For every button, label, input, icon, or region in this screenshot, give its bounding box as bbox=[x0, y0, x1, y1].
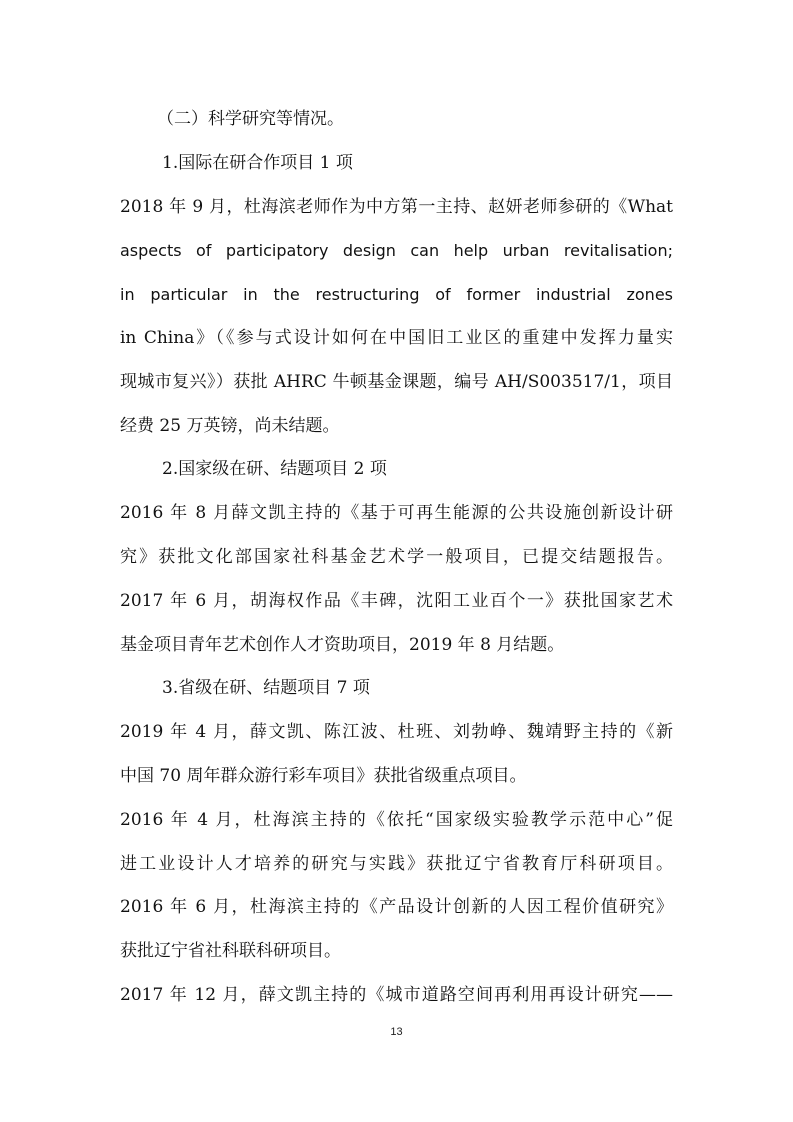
page-number: 13 bbox=[390, 1026, 403, 1038]
text-line: 基金项目青年艺术创作人才资助项目，2019 年 8 月结题。 bbox=[120, 634, 565, 655]
text-line: 中国 70 周年群众游行彩车项目》获批省级重点项目。 bbox=[120, 765, 527, 786]
text-line: 2019 年 4 月，薛文凯、陈江波、杜班、刘勃峥、魏靖野主持的《新 bbox=[120, 722, 673, 743]
text-line: in China》（《参与式设计如何在中国旧工业区的重建中发挥力量实 bbox=[120, 327, 673, 348]
document-body bbox=[120, 98, 673, 1018]
section-heading: （二）科学研究等情况。 bbox=[157, 109, 344, 129]
text-line: 2016 年 6 月，杜海滨主持的《产品设计创新的人因工程价值研究》 bbox=[120, 897, 673, 918]
subsection-heading-provincial: 3.省级在研、结题项目 7 项 bbox=[162, 678, 370, 699]
text-line: 2017 年 12 月，薛文凯主持的《城市道路空间再利用再设计研究—— bbox=[120, 984, 673, 1005]
text-line: 究》获批文化部国家社科基金艺术学一般项目，已提交结题报告。 bbox=[120, 546, 673, 567]
text-line: 2017 年 6 月，胡海权作品《丰碑，沈阳工业百个一》获批国家艺术 bbox=[120, 590, 673, 611]
text-line: in particular in the restructuring of former industrial zones bbox=[120, 285, 673, 305]
text-line: 2016 年 8 月薛文凯主持的《基于可再生能源的公共设施创新设计研 bbox=[120, 503, 673, 524]
subsection-heading-national: 2.国家级在研、结题项目 2 项 bbox=[162, 459, 387, 480]
text-line: 2018 年 9 月，杜海滨老师作为中方第一主持、赵妍老师参研的《What bbox=[120, 196, 673, 217]
text-line: 获批辽宁省社科联科研项目。 bbox=[120, 941, 341, 962]
text-line: aspects of participatory design can help urban revitalisation; bbox=[120, 241, 673, 261]
text-line: 进工业设计人才培养的研究与实践》获批辽宁省教育厅科研项目。 bbox=[120, 853, 673, 874]
text-line: 2016 年 4 月，杜海滨主持的《依托“国家级实验教学示范中心”促 bbox=[120, 809, 673, 830]
text-line: 现城市复兴》）获批 AHRC 牛顿基金课题，编号 AH/S003517/1，项目 bbox=[120, 371, 673, 392]
text-line: 经费 25 万英镑，尚未结题。 bbox=[120, 415, 340, 436]
subsection-heading-international: 1.国际在研合作项目 1 项 bbox=[162, 152, 353, 173]
